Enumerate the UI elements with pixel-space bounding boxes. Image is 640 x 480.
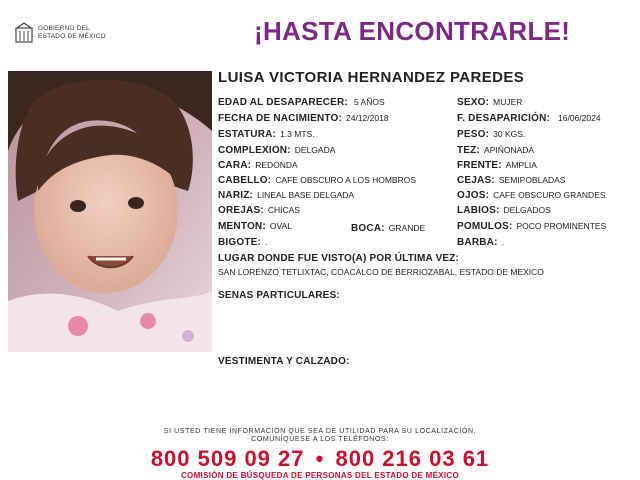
- field-label: SEXO:: [457, 97, 490, 108]
- field-value: AMPLIA: [505, 160, 537, 170]
- field-ojos: [457, 190, 606, 201]
- field-label: TEZ:: [457, 145, 481, 156]
- field-pomulos: [457, 221, 606, 232]
- field-complexion: [218, 145, 335, 156]
- field-barba: [457, 237, 504, 248]
- field-value: 30 KGS.: [493, 129, 526, 139]
- commission-name: COMISIÓN DE BÚSQUEDA DE PERSONAS DEL ESTADO DE MÉXICO: [180, 471, 459, 480]
- clothing-label: VESTIMENTA Y CALZADO:: [218, 356, 350, 367]
- field-value: LINEAL BASE DELGADA: [257, 190, 355, 200]
- field-value: 16/06/2024: [558, 113, 601, 123]
- field-label: POMULOS:: [457, 221, 513, 232]
- field-value: 1.3 MTS.: [280, 129, 315, 139]
- field-label: NARIZ:: [218, 190, 254, 201]
- field-value: 24/12/2018: [346, 113, 389, 123]
- field-menton: [218, 221, 292, 232]
- field-value: DELGADOS: [503, 205, 551, 215]
- field-value: .: [501, 237, 505, 247]
- field-value: MUJER: [493, 97, 523, 107]
- field-label: OJOS:: [457, 190, 490, 201]
- field-label: EDAD AL DESAPARECER:: [218, 97, 348, 108]
- field-label: CEJAS:: [457, 175, 495, 186]
- phone-number-2[interactable]: 800 216 03 61: [335, 446, 490, 471]
- field-cara: [218, 160, 298, 171]
- headline: ¡HASTA ENCONTRARLE!: [254, 16, 571, 46]
- contact-info-line1: SI USTED TIENE INFORMACIÓN QUE SEA DE UTILIDAD PARA SU LOCALIZACIÓN,: [163, 428, 477, 435]
- field-value: DELGADA: [294, 145, 336, 155]
- field-cabello: [218, 175, 416, 186]
- field-label: BARBA:: [457, 237, 498, 248]
- field-value: REDONDA: [255, 160, 298, 170]
- field-orejas: [218, 205, 300, 216]
- field-label: COMPLEXION:: [218, 145, 291, 156]
- field-label: OREJAS:: [218, 205, 264, 216]
- field-value: CAFE OBSCURO A LOS HOMBROS: [275, 175, 417, 185]
- government-name: GOBIERNO DEL ESTADO DE MÉXICO: [38, 25, 106, 40]
- phone-separator: •: [315, 446, 325, 471]
- field-label: BOCA:: [351, 223, 385, 234]
- field-label: ESTATURA:: [218, 129, 277, 140]
- last-seen-value: SAN LORENZO TETLIXTAC, COACALCO DE BERRIOZABAL, ESTADO DE MEXICO: [218, 267, 544, 277]
- field-label: FECHA DE NACIMIENTO:: [218, 113, 342, 124]
- field-label: LABIOS:: [457, 205, 500, 216]
- field-boca: [351, 223, 425, 234]
- state-emblem-icon: [14, 22, 34, 44]
- field-value: OVAL: [269, 221, 292, 231]
- child-portrait-image: [8, 71, 212, 352]
- field-value: .: [265, 237, 268, 247]
- person-name: LUISA VICTORIA HERNANDEZ PAREDES: [218, 69, 525, 86]
- field-tez: [457, 145, 534, 156]
- field-edad: [218, 97, 385, 108]
- phone-numbers: [0, 446, 640, 472]
- field-value: CAFE OBSCURO GRANDES: [493, 190, 606, 200]
- field-nariz: [218, 190, 354, 201]
- field-value: GRANDE: [388, 223, 426, 233]
- field-estatura: [218, 129, 315, 140]
- field-frente: [457, 160, 537, 171]
- field-value: SEMIPOBLADAS: [498, 175, 566, 185]
- distinguishing-marks-label: SENAS PARTICULARES:: [218, 290, 340, 301]
- field-label: F. DESAPARICIÓN:: [457, 113, 551, 124]
- field-value: POCO PROMINENTES: [516, 221, 607, 231]
- field-bigote: [218, 237, 267, 248]
- field-label: CARA:: [218, 160, 252, 171]
- phone-number-1[interactable]: 800 509 09 27: [150, 446, 305, 471]
- field-label: BIGOTE:: [218, 237, 262, 248]
- field-value: 5 AÑOS: [353, 97, 385, 107]
- contact-info-line2: COMUNÍQUESE A LOS TELÉFONOS:: [251, 436, 389, 443]
- field-labios: [457, 205, 551, 216]
- field-cejas: [457, 175, 565, 186]
- field-value: CHICAS: [267, 205, 300, 215]
- last-seen-label: LUGAR DONDE FUE VISTO(A) POR ÚLTIMA VEZ:: [218, 253, 460, 264]
- field-sexo: [457, 97, 522, 108]
- field-label: PESO:: [457, 129, 490, 140]
- field-label: CABELLO:: [218, 175, 272, 186]
- government-logo: [14, 22, 118, 46]
- field-label: MENTON:: [218, 221, 266, 232]
- field-value: APIÑONADA: [484, 145, 535, 155]
- field-fecha-nacimiento: [218, 113, 389, 124]
- field-peso: [457, 129, 525, 140]
- missing-person-photo: [8, 71, 212, 352]
- field-label: FRENTE:: [457, 160, 502, 171]
- field-fecha-desaparicion: [457, 113, 601, 124]
